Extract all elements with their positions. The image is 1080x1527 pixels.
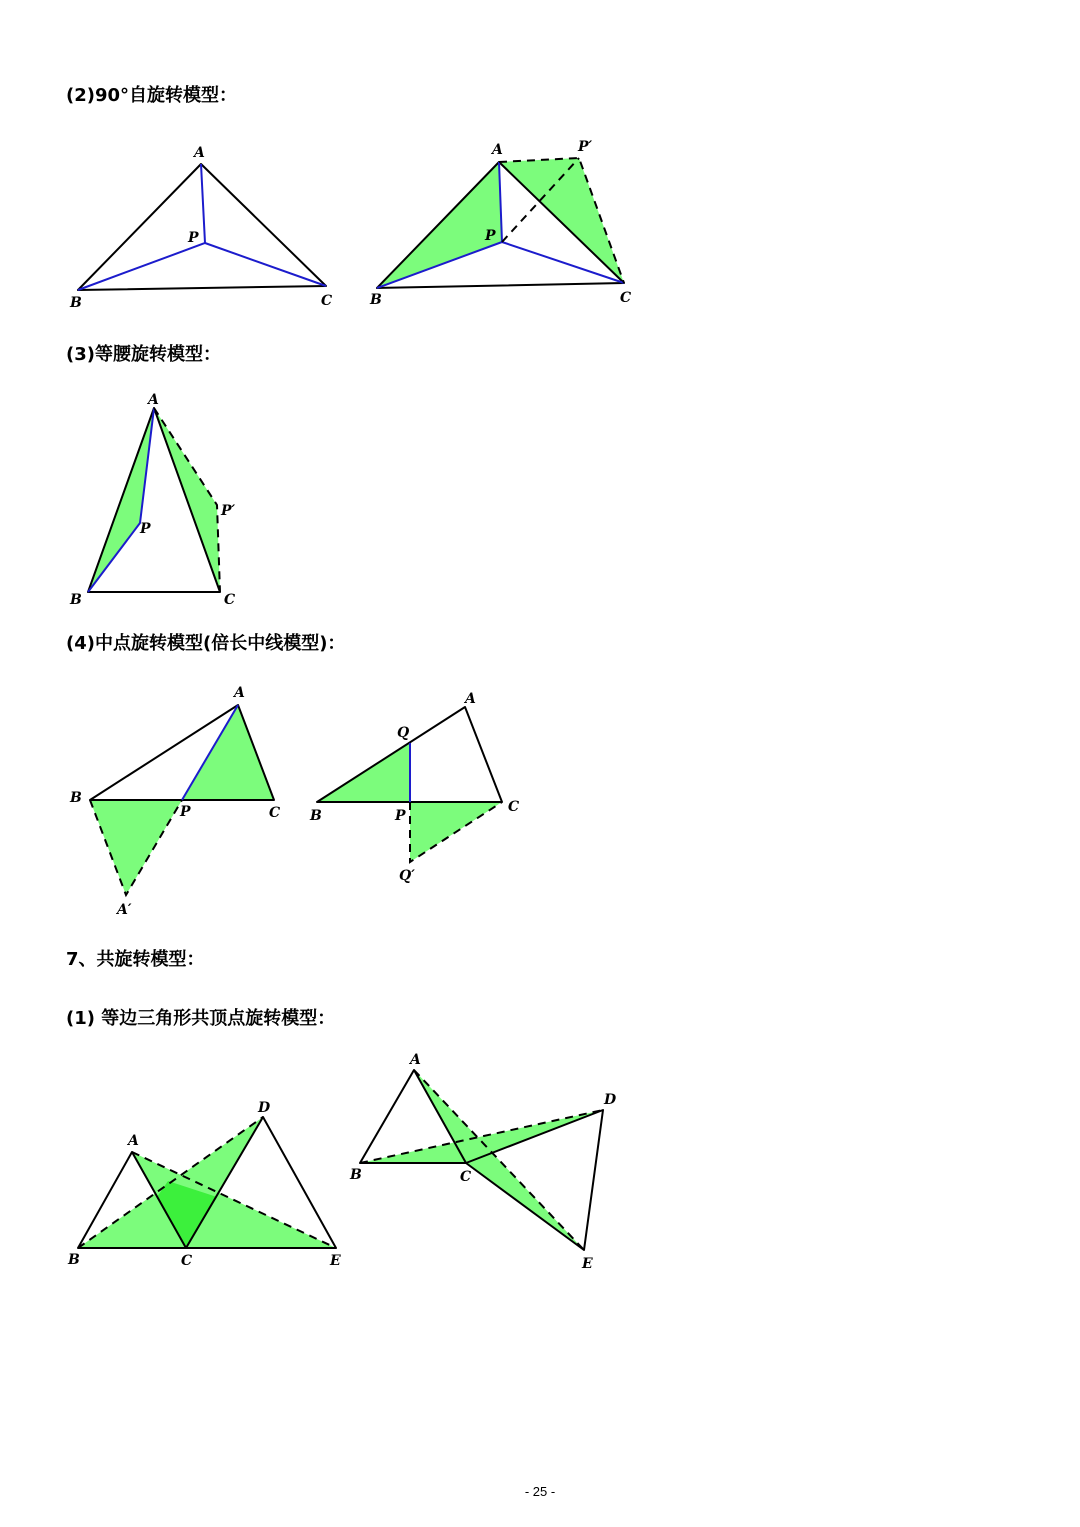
- label-P-prime: P′: [221, 503, 236, 519]
- label-D: D: [258, 1100, 271, 1116]
- label-B: B: [350, 1167, 362, 1183]
- label-A: A: [128, 1133, 139, 1149]
- label-C: C: [460, 1169, 472, 1185]
- label-B: B: [370, 292, 382, 308]
- label-A: A: [465, 691, 476, 707]
- label-A-prime: A′: [117, 902, 132, 918]
- label-C: C: [269, 805, 281, 821]
- label-Q-prime: Q′: [399, 868, 415, 884]
- label-B: B: [70, 295, 82, 311]
- heading-90-rotation: (2)90°自旋转模型：: [66, 85, 238, 106]
- label-P: P: [188, 230, 199, 246]
- figure-isosceles-rotation: [69, 392, 236, 608]
- label-D: D: [604, 1092, 617, 1108]
- figure-90-rotation-rotated: [369, 139, 631, 308]
- figure-equilateral-rotation-right: [349, 1052, 617, 1272]
- label-C: C: [224, 592, 236, 608]
- label-P: P: [485, 228, 496, 244]
- heading-co-rotation: 7、共旋转模型：: [66, 949, 205, 970]
- heading-isosceles-rotation: (3)等腰旋转模型：: [66, 344, 221, 365]
- label-C: C: [508, 799, 520, 815]
- label-P: P: [180, 804, 191, 820]
- figure-equilateral-rotation-left: [67, 1100, 341, 1269]
- page-number: - 25 -: [524, 1484, 556, 1499]
- figure-midpoint-rotation-right: [309, 691, 519, 884]
- label-A: A: [148, 392, 159, 408]
- label-E: E: [330, 1253, 341, 1269]
- label-C: C: [321, 293, 333, 309]
- label-P: P: [140, 521, 151, 537]
- label-E: E: [582, 1256, 593, 1272]
- label-P: P: [395, 808, 406, 824]
- label-A: A: [194, 145, 205, 161]
- label-A: A: [234, 685, 245, 701]
- label-P-prime: P′: [578, 139, 593, 155]
- label-B: B: [68, 1252, 80, 1268]
- label-C: C: [620, 290, 632, 306]
- label-B: B: [70, 790, 82, 806]
- figure-90-rotation-base: [69, 145, 332, 311]
- figure-midpoint-rotation-left: [69, 685, 280, 918]
- label-C: C: [181, 1253, 193, 1269]
- label-A: A: [492, 142, 503, 158]
- heading-equilateral-rotation: (1) 等边三角形共顶点旋转模型：: [66, 1008, 336, 1029]
- label-B: B: [310, 808, 322, 824]
- label-Q: Q: [397, 725, 410, 741]
- label-B: B: [70, 592, 82, 608]
- heading-midpoint-rotation: (4)中点旋转模型(倍长中线模型)：: [66, 633, 346, 654]
- label-A: A: [410, 1052, 421, 1068]
